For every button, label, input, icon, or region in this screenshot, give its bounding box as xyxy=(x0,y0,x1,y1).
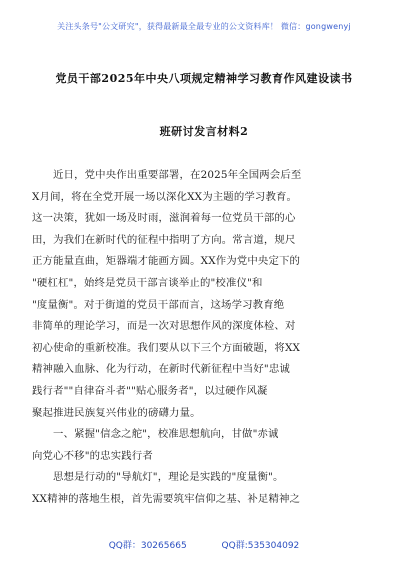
paragraph-line: "度量衡"。对于街道的党员干部而言，这场学习教育绝 xyxy=(32,298,285,311)
paragraph-line: 非简单的理论学习，而是一次对思想作风的深度体检、对 xyxy=(32,320,296,333)
paragraph-line: "硬杠杠"，始终是党员干部言谈举止的"校准仪"和 xyxy=(32,276,263,289)
paragraph-line: 思想是行动的"导航灯"，理论是实践的"度量衡"。 xyxy=(53,471,284,484)
paragraph-line: XX精神的落地生根，首先需要筑牢信仰之基、补足精神之 xyxy=(32,492,301,505)
footer-qq-group-2: QQ群:535304092 xyxy=(221,541,300,551)
header-banner: 关注头条号"公文研究"，获得最新最全最专业的公文资料库！ 微信：gongwenyj xyxy=(57,22,351,31)
paragraph-line: 正方能量直曲，矩器端才能画方圆。XX作为党中央定下的 xyxy=(32,255,301,268)
section-heading-line: 向党心不移"的忠实践行者 xyxy=(32,449,153,462)
footer-qq-group-1: QQ群：30265665 xyxy=(108,541,187,551)
paragraph-line: 践行者""自律奋斗者""贴心服务者"，以过硬作风凝 xyxy=(32,384,268,397)
document-title-line-1: 党员干部2025年中央八项规定精神学习教育作风建设读书 xyxy=(55,72,353,85)
paragraph-line: X月间，将在全党开展一场以深化XX为主题的学习教育。 xyxy=(32,190,298,203)
paragraph-line: 这一决策，犹如一场及时雨，滋润着每一位党员干部的心 xyxy=(32,212,296,225)
paragraph-line: 聚起推进民族复兴伟业的磅礴力量。 xyxy=(32,406,201,419)
footer-qq-groups xyxy=(0,538,408,551)
document-title-line-2: 班研讨发言材料2 xyxy=(159,125,249,138)
section-heading-line: 一、紧握"信念之舵"，校准思想航向，甘做"赤诚 xyxy=(53,428,279,441)
document-body xyxy=(32,165,386,511)
paragraph-line: 田，为我们在新时代的征程中指明了方向。常言道，规尺 xyxy=(32,233,296,246)
paragraph-line: 初心使命的重新校准。我们要从以下三个方面破题，将XX xyxy=(32,341,301,354)
paragraph-line: 精神融入血脉、化为行动，在新时代新征程中当好"忠诚 xyxy=(32,363,290,376)
paragraph-line: 近日，党中央作出重要部署，在2025年全国两会后至 xyxy=(53,169,302,181)
